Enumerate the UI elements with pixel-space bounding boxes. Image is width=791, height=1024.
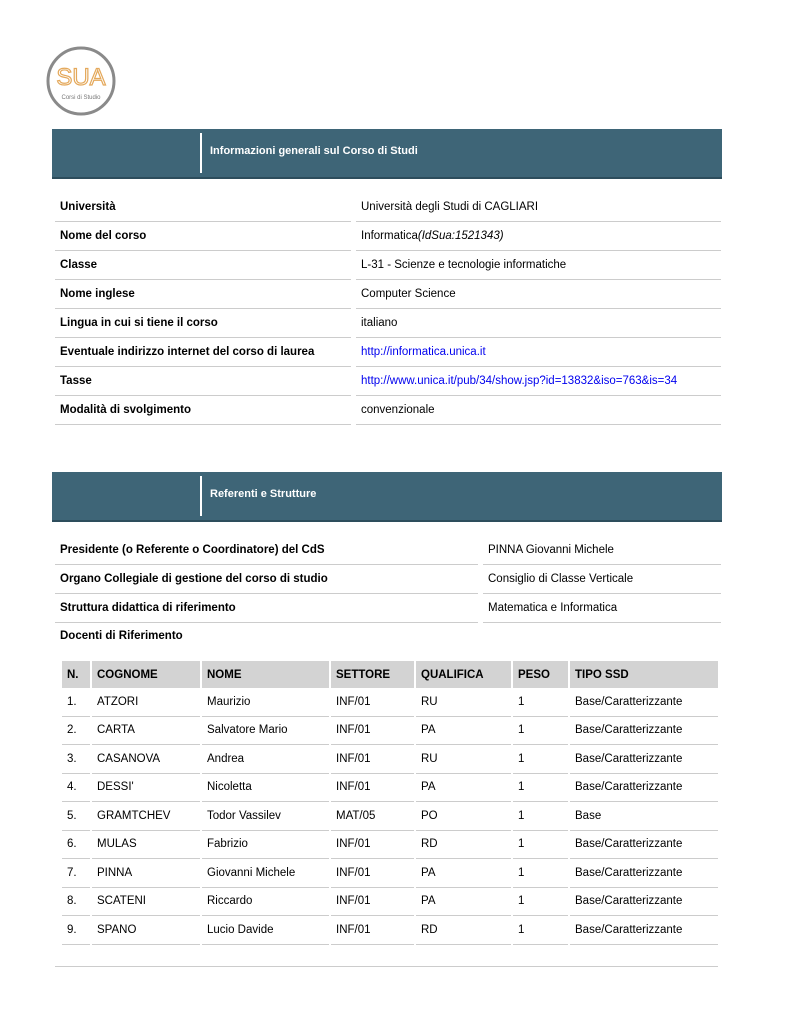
referenti-row — [55, 594, 721, 623]
referenti-label: Organo Collegiale di gestione del corso di studio — [55, 565, 478, 594]
info-value — [356, 338, 721, 367]
table-cell: MAT/05 — [331, 802, 414, 831]
table-cell: PA — [416, 774, 511, 803]
info-label: Classe — [55, 251, 351, 280]
table-row — [62, 774, 718, 803]
table-cell: Fabrizio — [202, 831, 329, 860]
table-cell: 9. — [62, 916, 90, 945]
table-cell: 4. — [62, 774, 90, 803]
table-cell: ATZORI — [92, 688, 200, 717]
info-label: Università — [55, 193, 351, 222]
table-cell: SCATENI — [92, 888, 200, 917]
table-cell: RD — [416, 831, 511, 860]
referenti-row — [55, 565, 721, 594]
info-value — [356, 280, 721, 309]
table-row — [62, 688, 718, 717]
column-header: COGNOME — [92, 661, 200, 688]
info-label: Lingua in cui si tiene il corso — [55, 309, 351, 338]
table-cell: MULAS — [92, 831, 200, 860]
table-row — [62, 888, 718, 917]
table-cell: INF/01 — [331, 688, 414, 717]
info-value — [356, 396, 721, 425]
table-cell: PA — [416, 888, 511, 917]
docenti-label: Docenti di Riferimento — [60, 630, 183, 642]
table-cell: Base/Caratterizzante — [570, 831, 718, 860]
table-cell: Salvatore Mario — [202, 717, 329, 746]
table-cell: PO — [416, 802, 511, 831]
table-cell: CARTA — [92, 717, 200, 746]
column-header: N. — [62, 661, 90, 688]
table-cell: 1 — [513, 688, 568, 717]
table-cell: CASANOVA — [92, 745, 200, 774]
table-row — [62, 745, 718, 774]
table-row — [62, 859, 718, 888]
table-cell: 1 — [513, 802, 568, 831]
table-cell: INF/01 — [331, 745, 414, 774]
table-cell: PA — [416, 859, 511, 888]
header-divider — [200, 133, 202, 173]
info-value — [356, 222, 721, 251]
table-cell: Base/Caratterizzante — [570, 916, 718, 945]
header-divider — [200, 476, 202, 516]
table-cell: Lucio Davide — [202, 916, 329, 945]
table-cell: Todor Vassilev — [202, 802, 329, 831]
table-row — [62, 802, 718, 831]
info-link[interactable]: http://informatica.unica.it — [361, 346, 486, 358]
table-cell: RD — [416, 916, 511, 945]
table-cell: PINNA — [92, 859, 200, 888]
info-row — [55, 396, 721, 425]
table-cell: Base/Caratterizzante — [570, 774, 718, 803]
table-cell: SPANO — [92, 916, 200, 945]
table-cell: 3. — [62, 745, 90, 774]
table-cell: Base/Caratterizzante — [570, 745, 718, 774]
table-cell: 1 — [513, 859, 568, 888]
table-cell: 7. — [62, 859, 90, 888]
table-cell: 6. — [62, 831, 90, 860]
info-value-text: Informatica — [361, 230, 418, 242]
info-row — [55, 367, 721, 396]
info-value-text: L-31 - Scienze e tecnologie informatiche — [361, 259, 567, 271]
table-cell: INF/01 — [331, 888, 414, 917]
info-row — [55, 280, 721, 309]
info-value-note: (IdSua:1521343) — [417, 230, 504, 242]
table-cell: 8. — [62, 888, 90, 917]
table-cell: Giovanni Michele — [202, 859, 329, 888]
info-label: Tasse — [55, 367, 351, 396]
table-cell: RU — [416, 688, 511, 717]
table-cell: Nicoletta — [202, 774, 329, 803]
column-header: NOME — [202, 661, 329, 688]
table-cell: 1 — [513, 717, 568, 746]
info-label: Nome del corso — [55, 222, 351, 251]
table-cell: 1 — [513, 774, 568, 803]
table-row — [62, 916, 718, 945]
table-cell: 1. — [62, 688, 90, 717]
table-cell: INF/01 — [331, 717, 414, 746]
referenti-table — [55, 536, 721, 623]
table-cell: RU — [416, 745, 511, 774]
column-header: SETTORE — [331, 661, 414, 688]
section-header-referenti — [52, 472, 722, 522]
column-header: QUALIFICA — [416, 661, 511, 688]
referenti-row — [55, 536, 721, 565]
table-cell: Base/Caratterizzante — [570, 688, 718, 717]
column-header: PESO — [513, 661, 568, 688]
logo-text: SUA — [56, 64, 106, 91]
table-cell: Base — [570, 802, 718, 831]
table-cell: INF/01 — [331, 859, 414, 888]
table-cell: 2. — [62, 717, 90, 746]
info-value-text: convenzionale — [361, 404, 435, 416]
table-cell: DESSI' — [92, 774, 200, 803]
docenti-table — [60, 661, 720, 945]
referenti-label: Presidente (o Referente o Coordinatore) del CdS — [55, 536, 478, 565]
info-table — [55, 193, 721, 425]
table-cell: Riccardo — [202, 888, 329, 917]
table-row — [62, 831, 718, 860]
table-cell: 1 — [513, 831, 568, 860]
info-row — [55, 309, 721, 338]
table-row — [62, 717, 718, 746]
table-cell: 1 — [513, 916, 568, 945]
info-value-text: italiano — [361, 317, 398, 329]
section-title-referenti: Referenti e Strutture — [210, 488, 317, 500]
table-cell: 1 — [513, 888, 568, 917]
table-cell: Base/Caratterizzante — [570, 859, 718, 888]
table-cell: Maurizio — [202, 688, 329, 717]
info-value-text: Università degli Studi di CAGLIARI — [361, 201, 539, 213]
info-label: Modalità di svolgimento — [55, 396, 351, 425]
info-value-text: Computer Science — [361, 288, 456, 300]
info-row — [55, 338, 721, 367]
table-cell: Base/Caratterizzante — [570, 717, 718, 746]
info-value — [356, 193, 721, 222]
info-value — [356, 309, 721, 338]
footer-divider — [55, 966, 718, 967]
column-header: TIPO SSD — [570, 661, 718, 688]
referenti-label: Struttura didattica di riferimento — [55, 594, 478, 623]
table-cell: 1 — [513, 745, 568, 774]
sua-logo — [45, 45, 117, 117]
table-cell: 5. — [62, 802, 90, 831]
table-cell: PA — [416, 717, 511, 746]
referenti-value: PINNA Giovanni Michele — [483, 536, 721, 565]
info-label: Nome inglese — [55, 280, 351, 309]
info-label: Eventuale indirizzo internet del corso di laurea — [55, 338, 351, 367]
table-cell: INF/01 — [331, 774, 414, 803]
info-row — [55, 193, 721, 222]
logo-subtext: Corsi di Studio — [61, 95, 101, 101]
referenti-value: Consiglio di Classe Verticale — [483, 565, 721, 594]
info-value — [356, 251, 721, 280]
table-cell: GRAMTCHEV — [92, 802, 200, 831]
section-title-info: Informazioni generali sul Corso di Studi — [210, 145, 418, 157]
table-cell: Base/Caratterizzante — [570, 888, 718, 917]
table-cell: INF/01 — [331, 831, 414, 860]
info-link[interactable]: http://www.unica.it/pub/34/show.jsp?id=13832&iso=763&is=34 — [361, 375, 678, 387]
section-header-info — [52, 129, 722, 179]
info-value — [356, 367, 721, 396]
referenti-value: Matematica e Informatica — [483, 594, 721, 623]
table-cell: Andrea — [202, 745, 329, 774]
info-row — [55, 222, 721, 251]
info-row — [55, 251, 721, 280]
table-cell: INF/01 — [331, 916, 414, 945]
